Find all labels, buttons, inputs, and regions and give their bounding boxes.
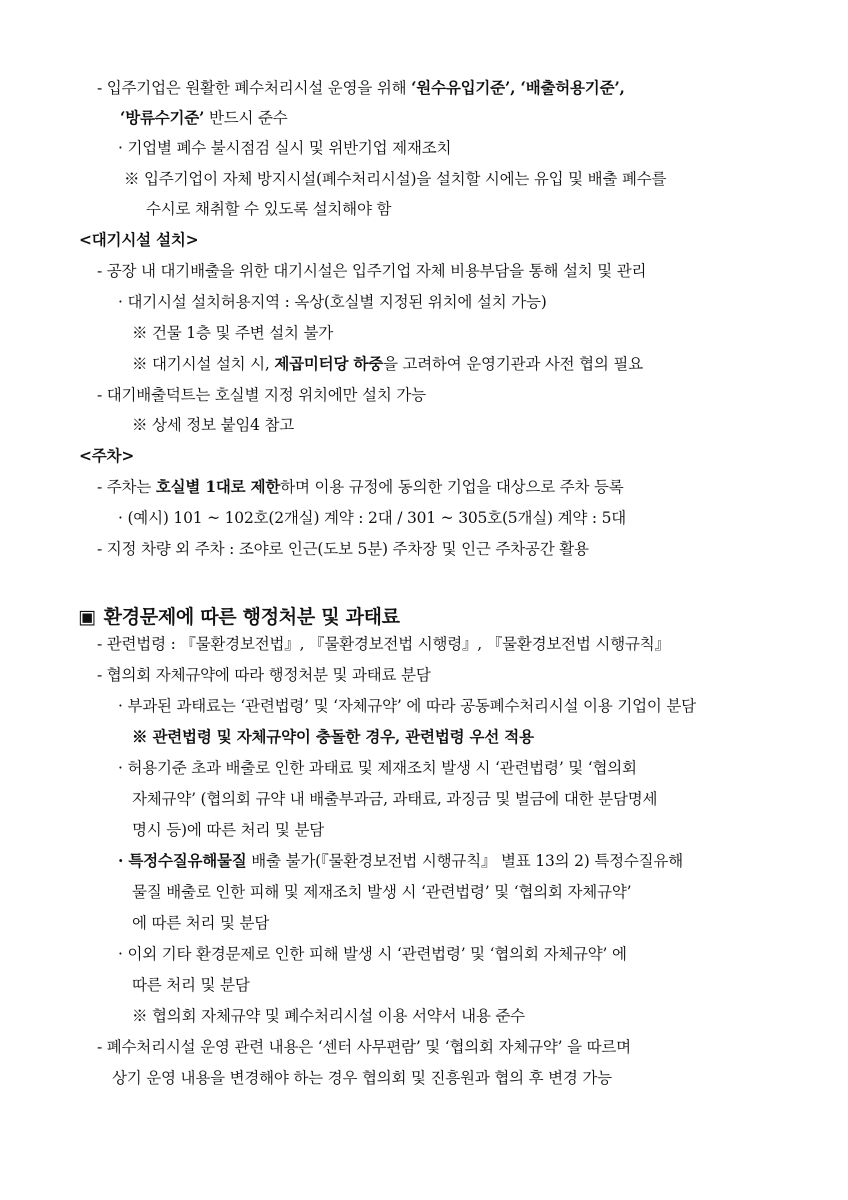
square-bullet-icon: ▣ — [78, 606, 96, 628]
text-run: ※ 상세 정보 붙임4 참고 — [132, 416, 295, 434]
text-run: - 주차는 — [97, 478, 156, 496]
subsection-heading — [0, 229, 848, 251]
text-line — [0, 912, 848, 934]
subsection-heading — [0, 445, 848, 467]
text-line — [0, 107, 848, 129]
text-run: 하며 이용 규정에 동의한 기업을 대상으로 주차 등록 — [280, 478, 624, 496]
text-line — [0, 538, 848, 560]
text-run: - 입주기업은 원활한 폐수처리시설 운영을 위해 — [97, 79, 412, 97]
text-run: ※ 협의회 자체규약 및 폐수처리시설 이용 서약서 내용 준수 — [132, 1007, 525, 1025]
text-run: · (예시) 101 ~ 102호(2개실) 계약 : 2대 / 301 ~ 305호(5개실) 계약 : 5대 — [118, 509, 627, 527]
text-line — [0, 353, 848, 375]
text-run: 자체규약’ (협의회 규약 내 배출부과금, 과태료, 과징금 및 벌금에 대한 분담명세 — [132, 790, 658, 808]
bold-text-run: ‘원수유입기준’, ‘배출허용기준’, — [411, 78, 625, 97]
text-line — [0, 168, 848, 190]
bold-text-run: 호실별 1대로 제한 — [155, 477, 281, 496]
text-run: ※ 대기시설 설치 시, — [132, 355, 275, 373]
text-run: - 폐수처리시설 운영 관련 내용은 ‘센터 사무편람’ 및 ‘협의회 자체규약’ 을 따르며 — [97, 1038, 631, 1056]
text-run: 반드시 준수 — [204, 109, 288, 127]
text-line — [0, 664, 848, 686]
text-line — [0, 291, 848, 313]
bold-text-run: ‘방류수기준’ — [120, 108, 205, 127]
text-line — [0, 322, 848, 344]
text-line — [0, 633, 848, 655]
section-heading — [78, 603, 778, 631]
text-run: - 협의회 자체규약에 따라 행정처분 및 과태료 분담 — [97, 666, 431, 684]
text-run: <대기시설 설치> — [79, 230, 199, 249]
text-line — [0, 788, 848, 810]
text-line — [0, 726, 848, 748]
text-run: ※ 건물 1층 및 주변 설치 불가 — [132, 324, 334, 342]
text-line — [0, 850, 848, 872]
text-run: 에 따른 처리 및 분담 — [132, 914, 270, 932]
bold-text-run: 제곱미터당 하중 — [274, 354, 383, 373]
text-run: ※ 입주기업이 자체 방지시설(폐수처리시설)을 설치할 시에는 유입 및 배출 폐수를 — [124, 170, 667, 188]
bold-text-run: ※ 관련법령 및 자체규약이 충돌한 경우, 관련법령 우선 적용 — [132, 727, 534, 746]
text-run: - 대기배출덕트는 호실별 지정 위치에만 설치 가능 — [97, 386, 426, 404]
text-run: · 이외 기타 환경문제로 인한 피해 발생 시 ‘관련법령’ 및 ‘협의회 자체규약’ 에 — [118, 945, 627, 963]
text-line — [0, 137, 848, 159]
text-line — [0, 384, 848, 406]
text-run: · 대기시설 설치허용지역 : 옥상(호실별 지정된 위치에 설치 가능) — [118, 293, 547, 311]
text-line — [0, 414, 848, 436]
text-line — [0, 1036, 848, 1058]
text-run: · 기업별 폐수 불시점검 실시 및 위반기업 제재조치 — [118, 139, 452, 157]
text-line — [0, 974, 848, 996]
text-line — [0, 943, 848, 965]
text-run: 수시로 채취할 수 있도록 설치해야 함 — [146, 200, 392, 218]
text-line — [0, 1005, 848, 1027]
text-line — [0, 695, 848, 717]
text-line — [0, 757, 848, 779]
text-run: 명시 등)에 따른 처리 및 분담 — [132, 821, 324, 839]
text-run: 배출 불가(『물환경보전법 시행규칙』 별표 13의 2) 특정수질유해 — [246, 852, 683, 870]
text-line — [0, 198, 848, 220]
section-heading-text: 환경문제에 따른 행정처분 및 과태료 — [103, 606, 400, 628]
text-run: <주차> — [79, 446, 135, 465]
text-line — [0, 77, 848, 99]
text-line — [0, 819, 848, 841]
text-line — [0, 476, 848, 498]
text-run: 물질 배출로 인한 피해 및 제재조치 발생 시 ‘관련법령’ 및 ‘협의회 자체규약’ — [132, 883, 632, 901]
text-run: 상기 운영 내용을 변경해야 하는 경우 협의회 및 진흥원과 협의 후 변경 가능 — [112, 1069, 612, 1087]
text-line — [0, 260, 848, 282]
text-run: - 지정 차량 외 주차 : 조야로 인근(도보 5분) 주차장 및 인근 주차공간 활용 — [97, 540, 589, 558]
text-run: · 부과된 과태료는 ‘관련법령’ 및 ‘자체규약’ 에 따라 공동폐수처리시설 이용 기업이 분담 — [118, 697, 696, 715]
text-run: 따른 처리 및 분담 — [132, 976, 250, 994]
text-line — [0, 881, 848, 903]
bold-text-run: · 특정수질유해물질 — [118, 851, 247, 870]
text-line — [0, 1067, 848, 1089]
text-run: - 공장 내 대기배출을 위한 대기시설은 입주기업 자체 비용부담을 통해 설치 및 관리 — [97, 262, 647, 280]
text-line — [0, 507, 848, 529]
text-run: - 관련법령 : 『물환경보전법』, 『물환경보전법 시행령』, 『물환경보전법 시행규칙』 — [97, 635, 670, 653]
text-run: · 허용기준 초과 배출로 인한 과태료 및 제재조치 발생 시 ‘관련법령’ 및 ‘협의회 — [118, 759, 637, 777]
text-run: 을 고려하여 운영기관과 사전 협의 필요 — [382, 355, 643, 373]
